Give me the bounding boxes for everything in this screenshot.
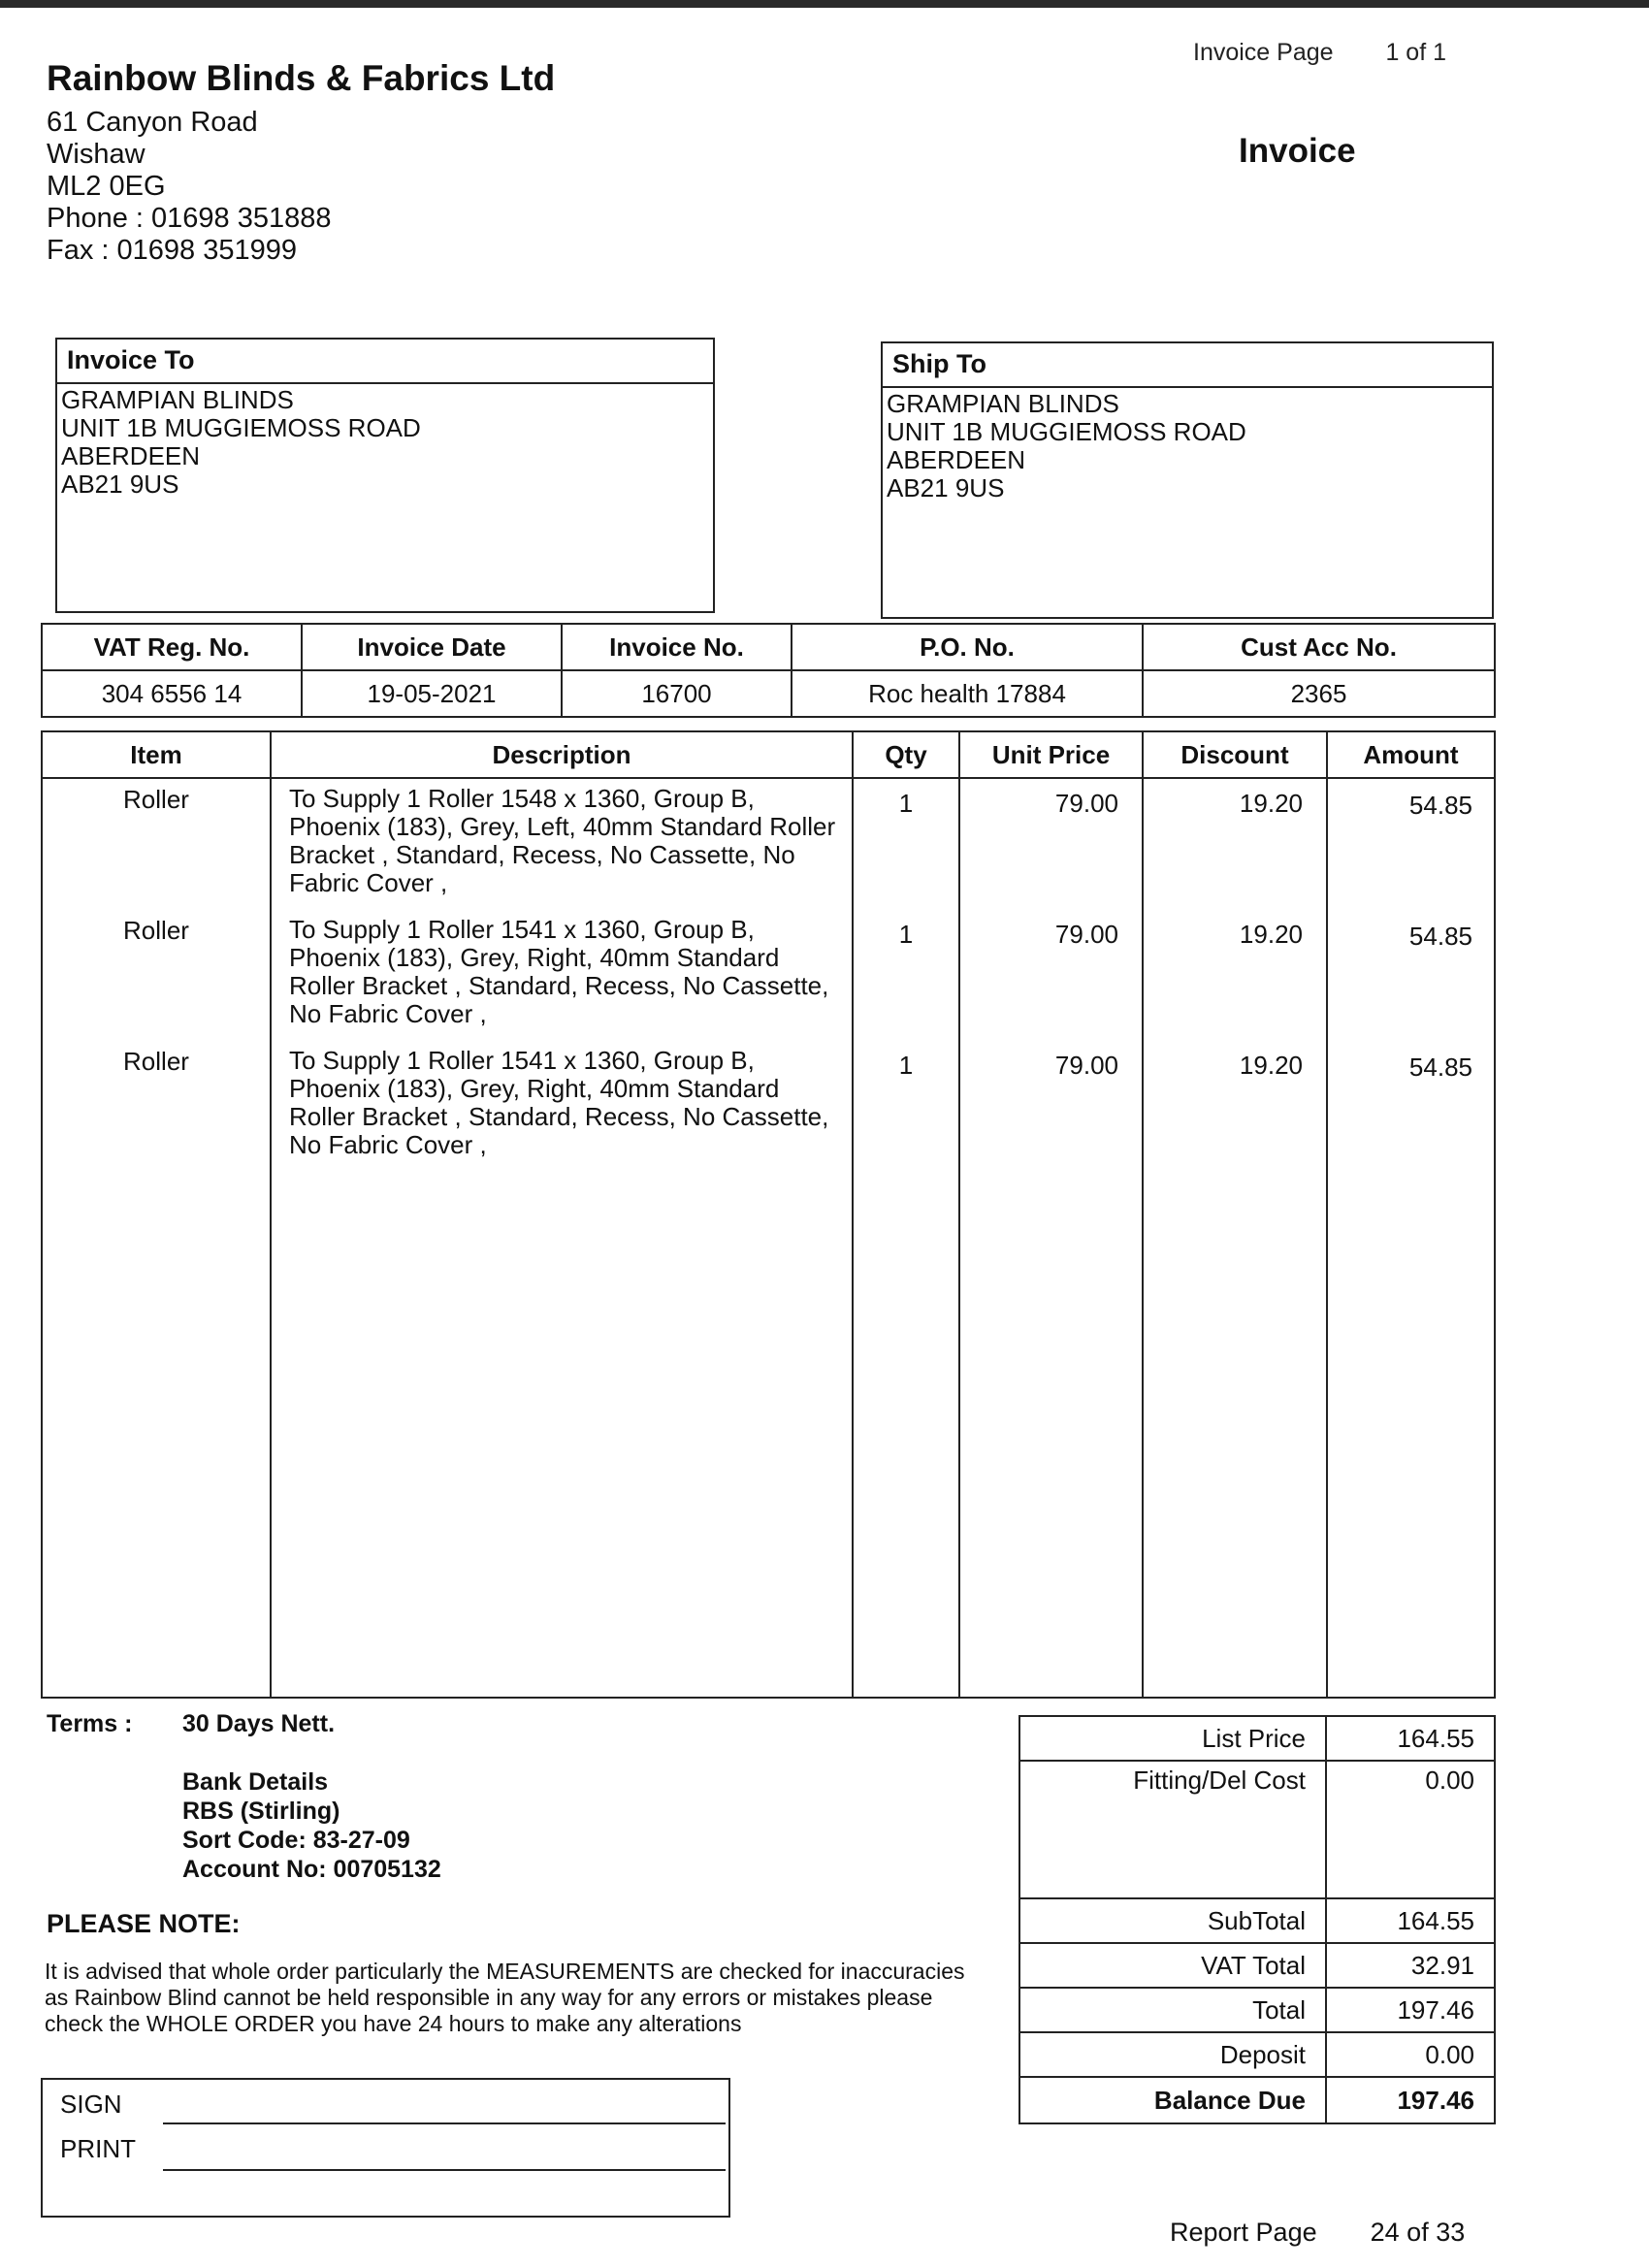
cust-acc-header: Cust Acc No. [1143, 624, 1495, 670]
invoice-page-value: 1 of 1 [1385, 39, 1447, 66]
unit-price-cell: 79.00 [1054, 1051, 1118, 1080]
qty-header: Qty [853, 731, 959, 778]
unit-price-cell: 79.00 [1054, 789, 1118, 818]
address-line: 61 Canyon Road [47, 107, 258, 138]
terms-value: 30 Days Nett. [182, 1710, 336, 1737]
bank-details [182, 1767, 441, 1884]
invoice-to-heading: Invoice To [57, 340, 713, 384]
subtotal-label: SubTotal [1019, 1898, 1326, 1943]
bank-name: RBS (Stirling) [182, 1798, 340, 1825]
item-cell: Roller [123, 785, 189, 814]
po-no-value: Roc health 17884 [792, 670, 1143, 717]
po-no-header: P.O. No. [792, 624, 1143, 670]
line-items-table [41, 730, 1496, 1699]
note-heading: PLEASE NOTE: [47, 1909, 241, 1938]
sign-line[interactable] [163, 2122, 726, 2124]
report-page-indicator [1170, 2218, 1465, 2248]
total-value: 197.46 [1326, 1988, 1495, 2032]
amount-cell: 54.85 [1408, 922, 1472, 951]
amount-column [1327, 778, 1495, 1698]
ship-to-heading: Ship To [883, 343, 1492, 388]
discount-column [1143, 778, 1327, 1698]
scan-top-edge [0, 0, 1649, 8]
reference-table [41, 623, 1496, 718]
address-line: GRAMPIAN BLINDS [61, 385, 294, 414]
discount-cell: 19.20 [1239, 920, 1303, 949]
ship-to-box [881, 341, 1494, 619]
report-page-label: Report Page [1170, 2218, 1317, 2247]
unit-price-column [959, 778, 1143, 1698]
unit-price-header: Unit Price [959, 731, 1143, 778]
address-line: ML2 0EG [47, 171, 166, 202]
deposit-value: 0.00 [1326, 2032, 1495, 2077]
description-header: Description [271, 731, 853, 778]
address-line: Wishaw [47, 139, 146, 170]
invoice-date-header: Invoice Date [302, 624, 562, 670]
balance-due-value: 197.46 [1326, 2077, 1495, 2123]
amount-cell: 54.85 [1408, 791, 1472, 820]
address-line: UNIT 1B MUGGIEMOSS ROAD [61, 413, 421, 442]
description-column [271, 778, 853, 1698]
print-line[interactable] [163, 2169, 726, 2171]
vat-reg-header: VAT Reg. No. [42, 624, 302, 670]
company-address [47, 107, 332, 267]
discount-cell: 19.20 [1239, 789, 1303, 818]
note-text: It is advised that whole order particularly the MEASUREMENTS are checked for inaccuracies as Rainbow Blind cannot be held responsible in any way for any errors or mistakes please check the WHOLE ORDER you have 24 hours to make any alterations [45, 1959, 965, 2036]
balance-due-label: Balance Due [1019, 2077, 1326, 2123]
phone-line: Phone : 01698 351888 [47, 203, 332, 234]
fitting-cost-value: 0.00 [1326, 1761, 1495, 1898]
invoice-date-value: 19-05-2021 [302, 670, 562, 717]
totals-table [1018, 1715, 1496, 2124]
document-title: Invoice [1239, 132, 1356, 170]
invoice-no-header: Invoice No. [562, 624, 792, 670]
list-price-label: List Price [1019, 1716, 1326, 1761]
list-price-value: 164.55 [1326, 1716, 1495, 1761]
sign-label: SIGN [60, 2090, 122, 2119]
terms-label: Terms : [47, 1710, 133, 1737]
total-label: Total [1019, 1988, 1326, 2032]
description-cell: To Supply 1 Roller 1541 x 1360, Group B, Phoenix (183), Grey, Right, 40mm Standard Roller Bracket , Standard, Recess, No Cassette, No Fabric Cover , [289, 1046, 829, 1159]
amount-cell: 54.85 [1408, 1053, 1472, 1082]
item-cell: Roller [123, 1047, 189, 1076]
subtotal-value: 164.55 [1326, 1898, 1495, 1943]
fitting-cost-label: Fitting/Del Cost [1019, 1761, 1326, 1898]
print-label: PRINT [60, 2134, 136, 2163]
address-line: AB21 9US [61, 470, 179, 499]
description-cell: To Supply 1 Roller 1541 x 1360, Group B, Phoenix (183), Grey, Right, 40mm Standard Roller Bracket , Standard, Recess, No Cassette, No Fabric Cover , [289, 915, 829, 1028]
invoice-page-indicator [1193, 39, 1446, 67]
invoice-to-box [55, 338, 715, 613]
qty-cell: 1 [898, 920, 914, 949]
ship-to-address [883, 388, 1492, 504]
qty-cell: 1 [898, 789, 914, 818]
report-page-value: 24 of 33 [1370, 2218, 1466, 2247]
address-line: ABERDEEN [887, 445, 1026, 474]
signature-box [41, 2078, 730, 2218]
item-cell: Roller [123, 916, 189, 945]
sort-code: Sort Code: 83-27-09 [182, 1827, 410, 1854]
company-name: Rainbow Blinds & Fabrics Ltd [47, 58, 556, 98]
address-line: AB21 9US [887, 473, 1005, 502]
bank-details-heading: Bank Details [182, 1768, 329, 1796]
deposit-label: Deposit [1019, 2032, 1326, 2077]
item-header: Item [42, 731, 271, 778]
discount-cell: 19.20 [1239, 1051, 1303, 1080]
vat-reg-value: 304 6556 14 [42, 670, 302, 717]
address-line: GRAMPIAN BLINDS [887, 389, 1119, 418]
account-no: Account No: 00705132 [182, 1856, 441, 1883]
description-cell: To Supply 1 Roller 1548 x 1360, Group B, Phoenix (183), Grey, Left, 40mm Standard Roller Bracket , Standard, Recess, No Cassette, No Fabric Cover , [289, 784, 836, 897]
item-column [42, 778, 271, 1698]
address-line: UNIT 1B MUGGIEMOSS ROAD [887, 417, 1246, 446]
cust-acc-value: 2365 [1143, 670, 1495, 717]
amount-header: Amount [1327, 731, 1495, 778]
discount-header: Discount [1143, 731, 1327, 778]
qty-column [853, 778, 959, 1698]
unit-price-cell: 79.00 [1054, 920, 1118, 949]
qty-cell: 1 [898, 1051, 914, 1080]
fax-line: Fax : 01698 351999 [47, 235, 297, 266]
vat-total-value: 32.91 [1326, 1943, 1495, 1988]
invoice-page-label: Invoice Page [1193, 39, 1334, 66]
invoice-no-value: 16700 [562, 670, 792, 717]
invoice-to-address [57, 384, 713, 501]
address-line: ABERDEEN [61, 441, 201, 470]
vat-total-label: VAT Total [1019, 1943, 1326, 1988]
